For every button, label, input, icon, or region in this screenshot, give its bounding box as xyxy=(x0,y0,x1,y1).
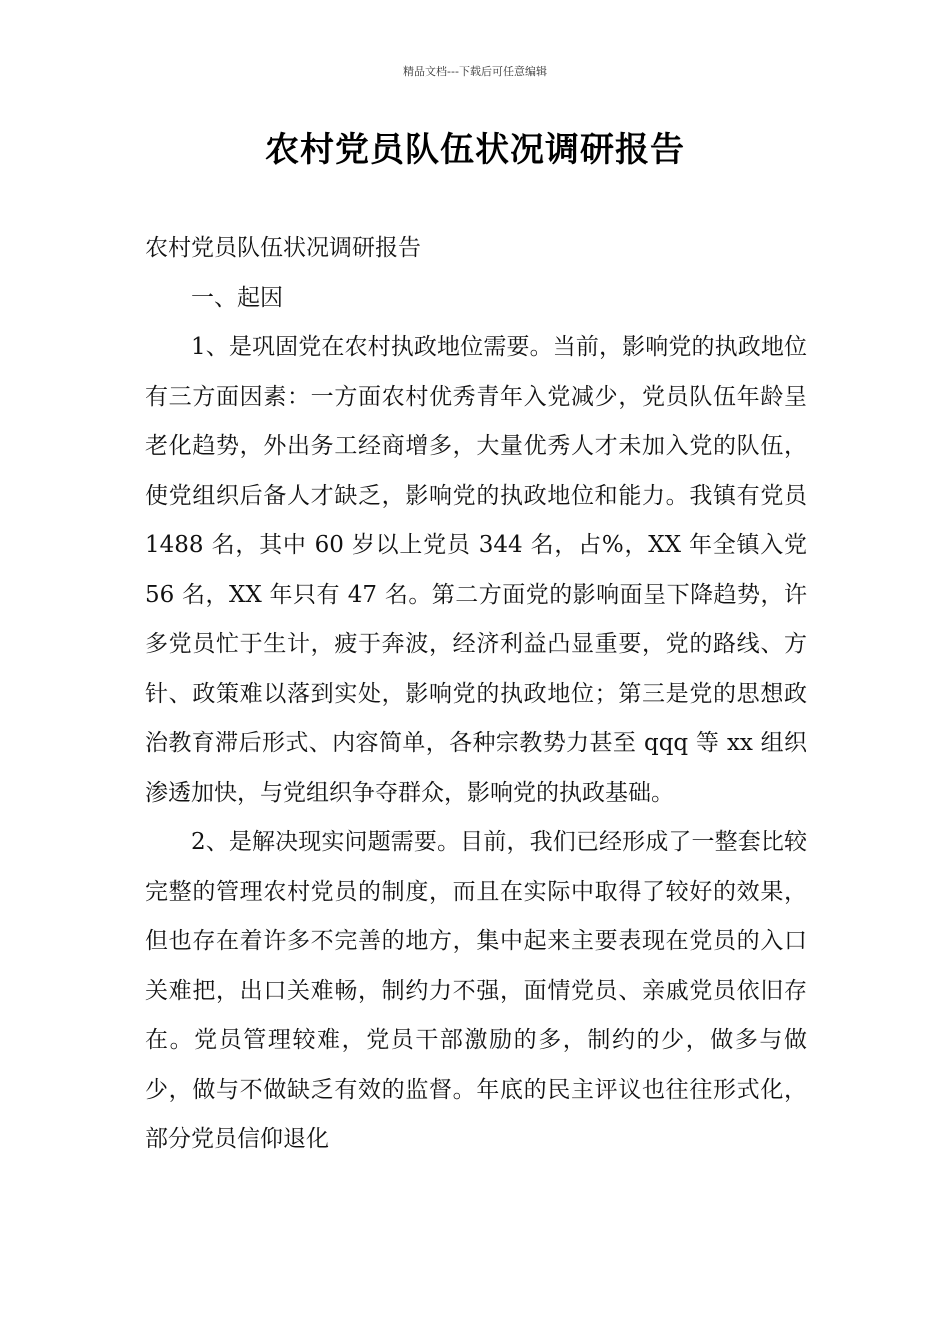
document-title: 农村党员队伍状况调研报告 xyxy=(265,130,685,170)
document-subtitle: 农村党员队伍状况调研报告 xyxy=(145,235,421,261)
page-header-note: 精品文档---下载后可任意编辑 xyxy=(403,65,547,78)
document-body xyxy=(145,224,807,1165)
section-heading: 一、起因 xyxy=(191,284,283,311)
paragraph-2: 2、是解决现实问题需要。目前，我们已经形成了一整套比较完整的管理农村党员的制度，而且在实际中取得了较好的效果，但也存在着许多不完善的地方，集中起来主要表现在党员的入口关难把，出口关难畅，制约力不强，面情党员、亲戚党员依旧存在。党员管理较难，党员干部激励的多，制约的少，做多与做少，做与不做缺乏有效的监督。年底的民主评议也往往形式化，部分党员信仰退化 xyxy=(145,829,807,1152)
paragraph-1: 1、是巩固党在农村执政地位需要。当前，影响党的执政地位有三方面因素：一方面农村优秀青年入党减少，党员队伍年龄呈老化趋势，外出务工经商增多，大量优秀人才未加入党的队伍，使党组织后备人才缺乏，影响党的执政地位和能力。我镇有党员 1488 名，其中 60 岁以上党员 344 名，占%，XX 年全镇入党 56 名，XX 年只有 47 名。第二方面党的影响面呈下降趋势，许多党员忙于生计，疲于奔波，经济利益凸显重要，党的路线、方针、政策难以落到实处，影响党的执政地位；第三是党的思想政治教育滞后形式、内容简单，各种宗教势力甚至 qqq 等 xx 组织渗透加快，与党组织争夺群众，影响党的执政基础。 xyxy=(145,334,807,806)
